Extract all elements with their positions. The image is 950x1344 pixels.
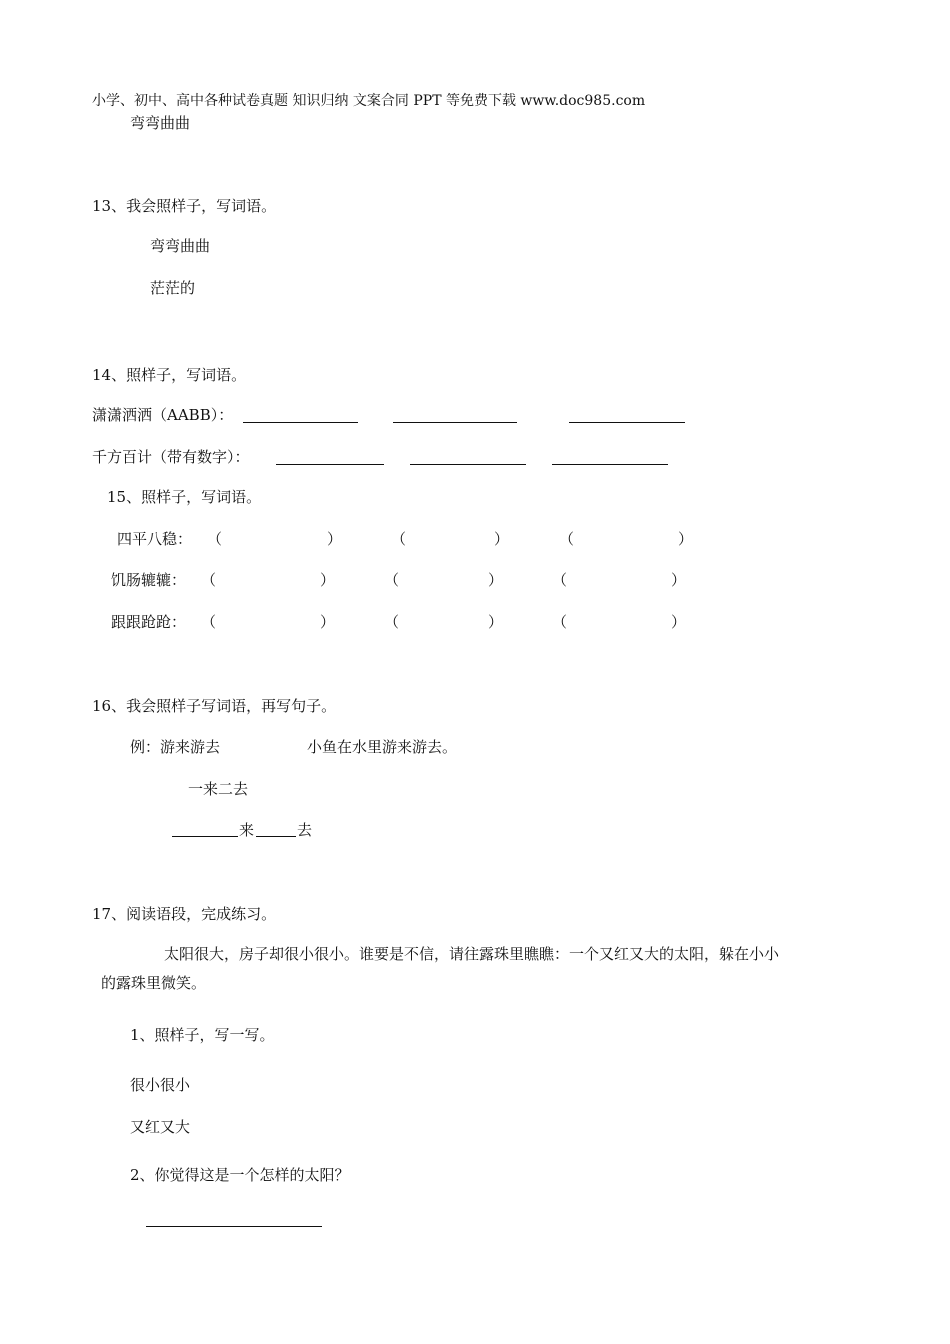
q17-sub2-title: 2、你觉得这是一个怎样的太阳？ [130,1166,350,1184]
q17-sub1-word2: 又红又大 [130,1118,191,1136]
q15-row3-label: 跟跟跄跄： [111,613,187,631]
q15-row2-close-2: ） [488,571,504,589]
q16-word1: 一来二去 [188,780,249,798]
q15-row3-close-1: ） [320,613,336,631]
q17-passage-line1: 太阳很大，房子却很小很小。谁要是不信，请往露珠里瞧瞧：一个又红又大的太阳，躲在小小 [164,945,780,963]
q15-row1-close-3: ） [678,530,694,548]
q15-row1-open-3: （ [559,530,575,548]
q17-passage-line2: 的露珠里微笑。 [101,974,207,992]
q15-row2-label: 饥肠辘辘： [111,571,187,589]
q14-row2-blank-2[interactable] [410,464,526,465]
q17-sub2-answer-blank[interactable] [146,1226,322,1227]
header-leftover-word: 弯弯曲曲 [130,114,191,132]
q14-title: 14、照样子，写词语。 [92,366,247,384]
q15-row1-open-1: （ [207,530,223,548]
q14-row1-label: 潇潇洒洒（AABB）： [92,406,234,424]
q17-title: 17、阅读语段，完成练习。 [92,905,277,923]
q16-example-sentence: 小鱼在水里游来游去。 [307,738,458,756]
q15-row2-close-3: ） [671,571,687,589]
q16-blank-2[interactable] [256,836,296,837]
q13-example: 弯弯曲曲 [150,237,211,255]
q15-row3-open-2: （ [384,613,400,631]
q15-row2-open-1: （ [201,571,217,589]
q15-row1-close-1: ） [327,530,343,548]
q14-row2-blank-1[interactable] [276,464,384,465]
q16-lai: 来 [239,821,255,839]
q15-row1-close-2: ） [494,530,510,548]
q15-row1-label: 四平八稳： [117,530,193,548]
q15-row3-open-3: （ [552,613,568,631]
q17-sub1-word1: 很小很小 [130,1076,191,1094]
q15-row3-close-2: ） [488,613,504,631]
q14-row1-blank-3[interactable] [569,422,685,423]
q16-qu: 去 [297,821,313,839]
q16-blank-1[interactable] [172,836,238,837]
q14-row2-blank-3[interactable] [552,464,668,465]
q17-sub1-title: 1、照样子，写一写。 [130,1026,275,1044]
q15-row1-open-2: （ [391,530,407,548]
q15-row2-close-1: ） [320,571,336,589]
q13-title: 13、我会照样子，写词语。 [92,197,277,215]
q14-row1-blank-1[interactable] [243,422,358,423]
q13-prompt: 茫茫的 [150,279,196,297]
q15-row3-open-1: （ [201,613,217,631]
q16-title: 16、我会照样子写词语，再写句子。 [92,697,337,715]
page-header: 小学、初中、高中各种试卷真题 知识归纳 文案合同 PPT 等免费下载 www.doc985.com [92,93,646,109]
q14-row2-label: 千方百计（带有数字）： [92,448,250,466]
q14-row1-blank-2[interactable] [393,422,517,423]
q15-row2-open-2: （ [384,571,400,589]
q15-row3-close-3: ） [671,613,687,631]
q16-example-word: 例：游来游去 [130,738,221,756]
q15-title: 15、照样子，写词语。 [107,488,262,506]
q15-row2-open-3: （ [552,571,568,589]
